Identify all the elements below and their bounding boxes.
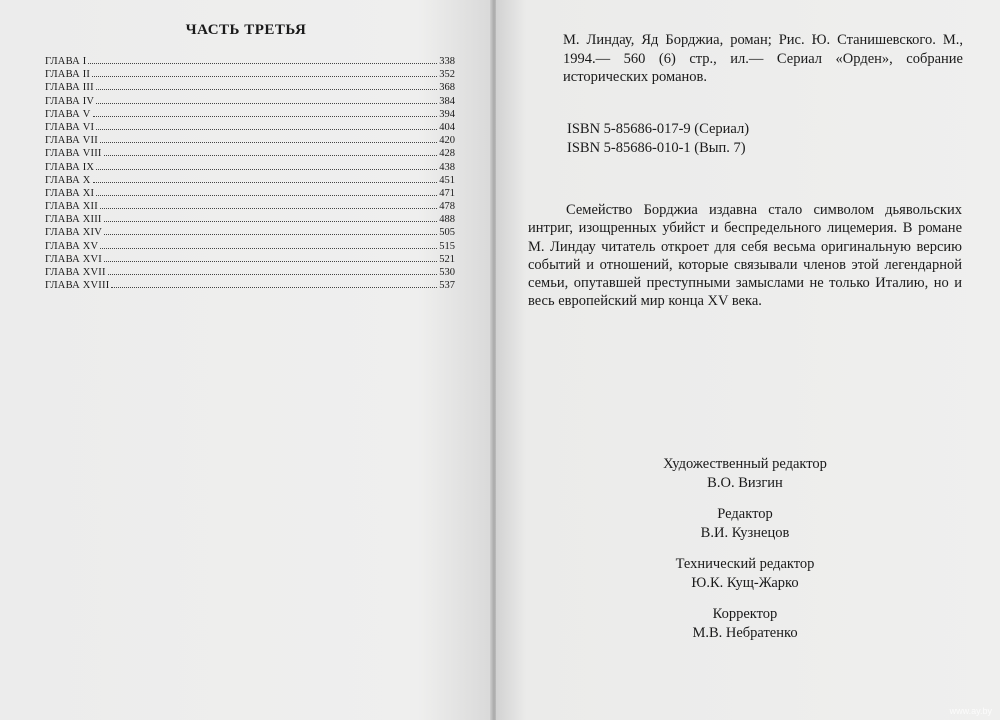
credit-role: Редактор xyxy=(717,506,773,522)
toc-page-number: 521 xyxy=(439,253,455,265)
toc-leader-dots xyxy=(96,187,437,196)
toc-entry xyxy=(45,121,455,134)
credit-editor xyxy=(560,505,930,543)
toc-entry xyxy=(45,266,455,279)
toc-page-number: 537 xyxy=(439,280,455,292)
toc-chapter-label: ГЛАВА V xyxy=(45,108,91,120)
toc-leader-dots xyxy=(100,200,437,209)
toc-entry xyxy=(45,213,455,226)
credit-role: Художественный редактор xyxy=(663,456,827,472)
toc-entry xyxy=(45,147,455,160)
toc-page-number: 438 xyxy=(439,161,455,173)
toc-leader-dots xyxy=(93,174,438,183)
toc-chapter-label: ГЛАВА XIII xyxy=(45,214,102,226)
credit-name: Ю.К. Кущ-Жарко xyxy=(691,575,799,591)
toc-leader-dots xyxy=(104,147,438,156)
credit-role: Корректор xyxy=(712,606,778,622)
toc-chapter-label: ГЛАВА I xyxy=(45,56,87,67)
toc-chapter-label: ГЛАВА II xyxy=(45,69,91,81)
table-of-contents xyxy=(45,55,455,292)
bibliographic-description: М. Линдау, Яд Борджиа, роман; Рис. Ю. Станишевского. М., 1994.— 560 (6) стр., ил.— Сериал «Орден», собрание исторических романов. xyxy=(563,32,963,85)
toc-entry xyxy=(45,55,455,68)
toc-leader-dots xyxy=(96,121,437,130)
toc-chapter-label: ГЛАВА VIII xyxy=(45,148,102,160)
toc-chapter-label: ГЛАВА XIV xyxy=(45,227,102,239)
toc-entry xyxy=(45,187,455,200)
toc-leader-dots xyxy=(108,266,438,275)
toc-leader-dots xyxy=(104,213,438,222)
toc-leader-dots xyxy=(100,134,437,143)
part-title: ЧАСТЬ ТРЕТЬЯ xyxy=(185,22,307,38)
credit-technical-editor xyxy=(560,555,930,593)
toc-chapter-label: ГЛАВА IX xyxy=(45,161,95,173)
toc-page-number: 394 xyxy=(439,108,455,120)
credits xyxy=(560,455,930,655)
toc-leader-dots xyxy=(96,95,437,104)
credit-name: В.И. Кузнецов xyxy=(700,525,790,541)
toc-chapter-label: ГЛАВА IV xyxy=(45,95,95,107)
toc-chapter-label: ГЛАВА X xyxy=(45,174,91,186)
toc-chapter-label: ГЛАВА III xyxy=(45,82,94,94)
toc-entry xyxy=(45,253,455,266)
toc-leader-dots xyxy=(93,108,438,117)
toc-entry xyxy=(45,68,455,81)
toc-chapter-label: ГЛАВА XVI xyxy=(45,253,102,265)
toc-page-number: 384 xyxy=(439,95,455,107)
toc-entry xyxy=(45,240,455,253)
toc-leader-dots xyxy=(96,81,437,90)
toc-page-number: 420 xyxy=(439,135,455,147)
toc-leader-dots xyxy=(111,279,437,288)
toc-page-number: 488 xyxy=(439,214,455,226)
toc-chapter-label: ГЛАВА VII xyxy=(45,135,98,147)
toc-page-number: 428 xyxy=(439,148,455,160)
toc-page-number: 515 xyxy=(439,240,455,252)
toc-chapter-label: ГЛАВА XII xyxy=(45,201,98,213)
credit-art-editor xyxy=(560,455,930,493)
toc-chapter-label: ГЛАВА XV xyxy=(45,240,99,252)
toc-page-number: 368 xyxy=(439,82,455,94)
toc-page-number: 478 xyxy=(439,201,455,213)
toc-entry xyxy=(45,161,455,174)
toc-chapter-label: ГЛАВА VI xyxy=(45,121,95,133)
toc-leader-dots xyxy=(100,240,437,249)
annotation-text: Семейство Борджиа издавна стало символом дьявольских интриг, изощренных убийст и беспредельного лицемерия. В романе М. Линдау читатель откроет для себя весьма оригинальную версию событий и отношений, которые связывали членов этой легендарной семьи, опутавшей преступными замыслами не только Италию, но и весь европейский мир конца XV века. xyxy=(528,202,962,310)
toc-page-number: 352 xyxy=(439,69,455,81)
isbn-series: ISBN 5-85686-017-9 (Сериал) xyxy=(567,121,750,137)
toc-page-number: 530 xyxy=(439,267,455,278)
toc-entry xyxy=(45,200,455,213)
toc-page-number: 404 xyxy=(439,121,455,133)
toc-page-number: 505 xyxy=(439,227,455,239)
toc-chapter-label: ГЛАВА XVIII xyxy=(45,280,110,292)
toc-page-number: 451 xyxy=(439,174,455,186)
toc-chapter-label: ГЛАВА XI xyxy=(45,187,95,199)
toc-leader-dots xyxy=(88,55,437,64)
toc-chapter-label: ГЛАВА XVII xyxy=(45,267,106,278)
watermark: www.ay.by xyxy=(949,706,992,716)
credit-name: М.В. Небратенко xyxy=(692,625,798,641)
toc-entry xyxy=(45,95,455,108)
toc-entry xyxy=(45,226,455,239)
credit-role: Технический редактор xyxy=(675,556,815,572)
isbn-block xyxy=(567,120,749,157)
toc-page-number: 338 xyxy=(439,56,455,67)
annotation xyxy=(528,201,962,311)
toc-page-number: 471 xyxy=(439,187,455,199)
left-page xyxy=(0,0,492,720)
toc-leader-dots xyxy=(92,68,437,77)
toc-leader-dots xyxy=(96,161,437,170)
credit-name: В.О. Визгин xyxy=(707,475,783,491)
credit-proofreader xyxy=(560,605,930,643)
isbn-volume: ISBN 5-85686-010-1 (Вып. 7) xyxy=(567,139,746,156)
toc-entry xyxy=(45,134,455,147)
toc-entry xyxy=(45,279,455,292)
toc-entry xyxy=(45,108,455,121)
toc-leader-dots xyxy=(104,253,437,262)
toc-entry xyxy=(45,174,455,187)
toc-leader-dots xyxy=(104,226,437,235)
toc-entry xyxy=(45,81,455,94)
